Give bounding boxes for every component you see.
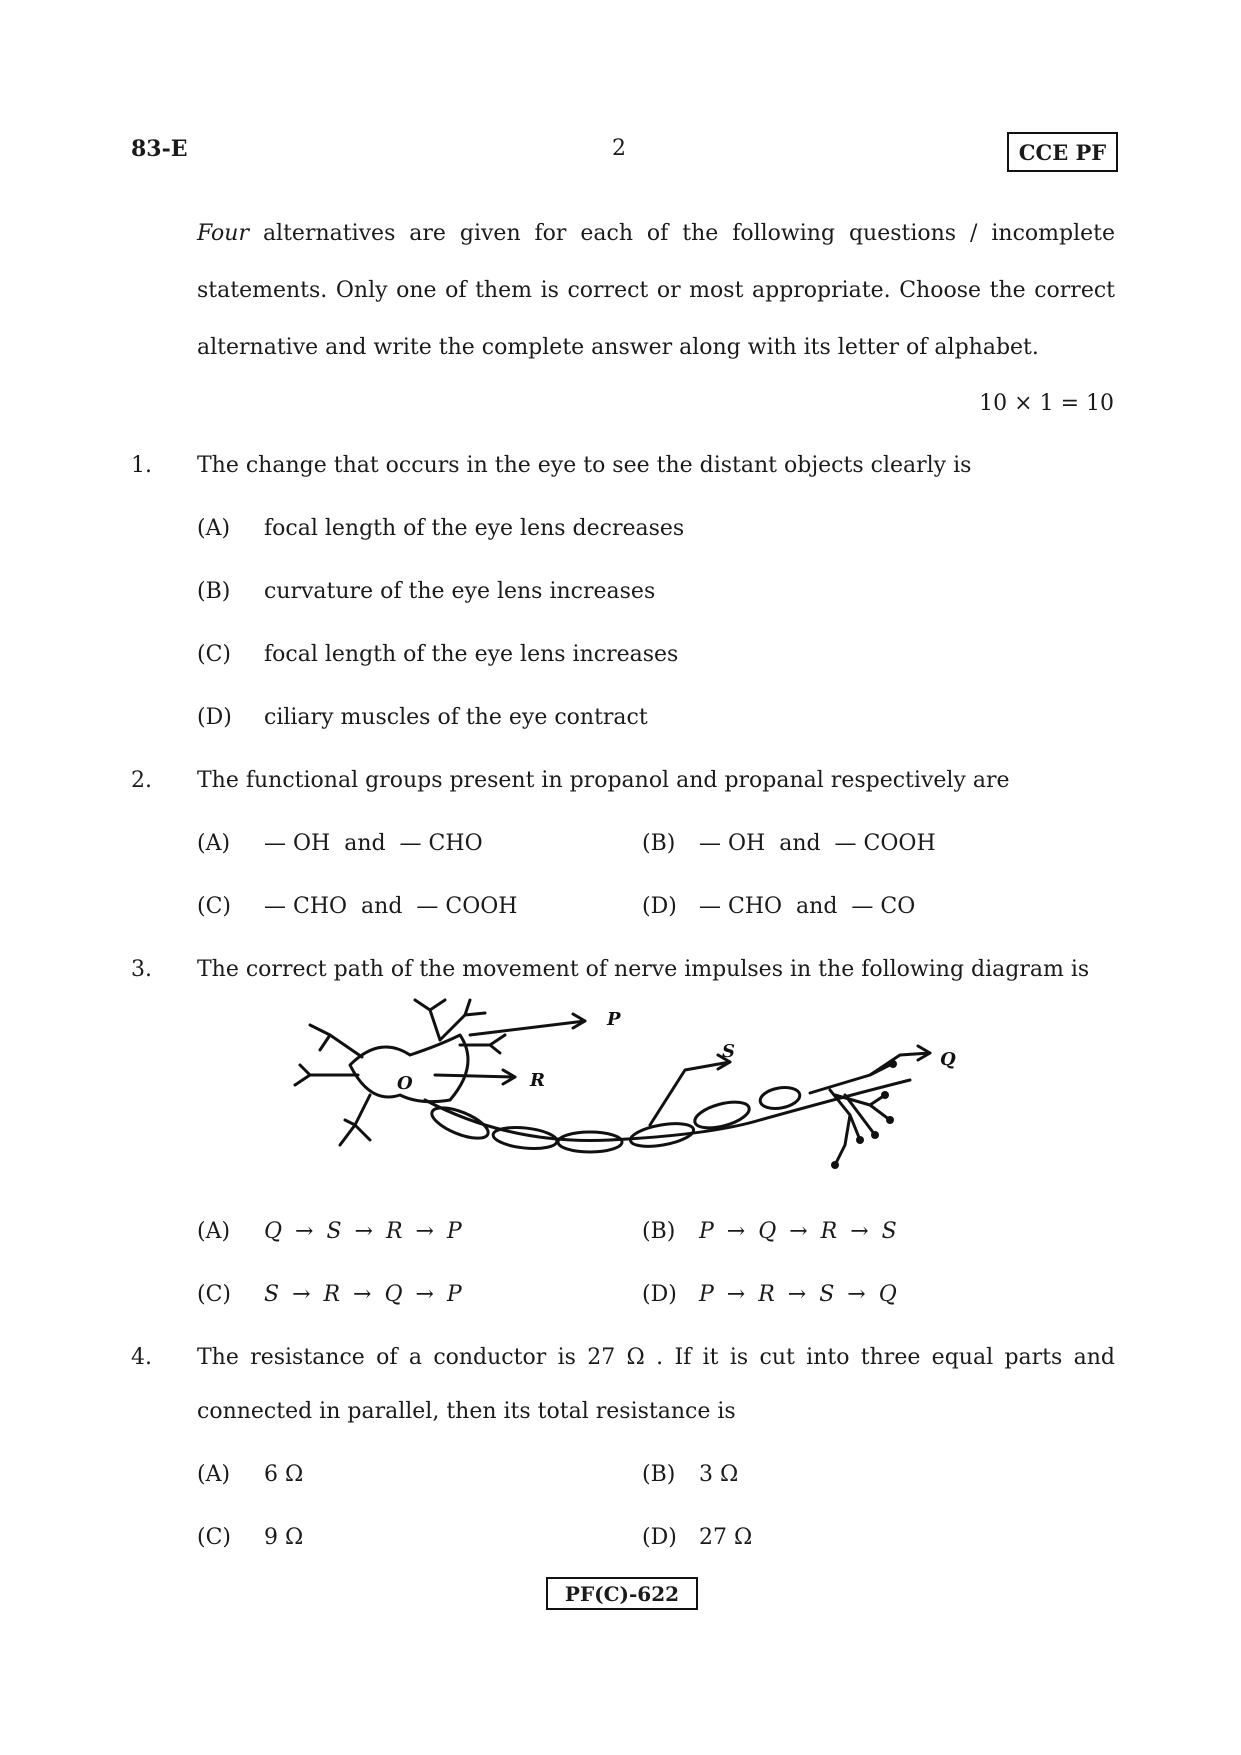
terminal-knob [889,1060,897,1068]
dendrite [490,1045,500,1053]
label-s: S [722,1041,735,1062]
q1-option-b-letter: (B) [197,579,231,604]
myelin-sheath [759,1085,802,1112]
q2-option-a-letter: (A) [197,831,231,856]
instructions-line-2: statements. Only one of them is correct or most appropriate. Choose the correct [197,278,1115,303]
q2-option-b-text: — OH and — COOH [699,831,936,856]
q4-option-c-letter: (C) [197,1525,231,1550]
paper-code: 83-E [131,136,188,162]
q4-option-c-text: 9 Ω [264,1525,304,1550]
footer-code-box [546,1577,698,1610]
instructions [197,205,1115,376]
q2-option-d-letter: (D) [642,894,677,919]
instructions-line-1 [197,205,1115,262]
label-r: R [530,1070,545,1091]
q2-option-c-letter: (C) [197,894,231,919]
q2-option-a-text: — OH and — CHO [264,831,483,856]
question-4-text-line-1: The resistance of a conductor is 27 Ω . If it is cut into three equal parts and [197,1345,1115,1370]
terminal-knob [886,1116,894,1124]
label-p: P [607,1009,621,1030]
question-2-number: 2. [131,768,152,793]
dendrite [345,1120,355,1125]
q3-option-b-text: P → Q → R → S [699,1219,897,1244]
myelin-sheath [428,1102,492,1145]
question-4-text-line-2: connected in parallel, then its total resistance is [197,1399,736,1424]
question-2-text: The functional groups present in propanol and propanal respectively are [197,768,1010,793]
axon-terminal [870,1065,890,1075]
q1-option-d-letter: (D) [197,705,232,730]
q1-option-d-text: ciliary muscles of the eye contract [264,705,648,730]
dendrite [465,1013,485,1015]
page-number: 2 [612,136,626,161]
dendrite [310,1025,362,1057]
q4-option-b-letter: (B) [642,1462,676,1487]
arrow-s-line [650,1062,730,1125]
axon-terminal [810,1053,930,1093]
q4-option-b-text: 3 Ω [699,1462,739,1487]
q3-option-c-text: S → R → Q → P [264,1282,462,1307]
terminal-knob [881,1091,889,1099]
label-o: O [397,1073,413,1094]
axon-terminal [850,1115,860,1140]
q2-option-c-text: — CHO and — COOH [264,894,518,919]
terminal-knob [871,1131,879,1139]
terminal-knob [856,1136,864,1144]
question-4-number: 4. [131,1345,152,1370]
dendrite [430,1000,445,1010]
q3-option-a-letter: (A) [197,1219,231,1244]
question-3-number: 3. [131,957,152,982]
neuron-diagram [290,995,970,1175]
q1-option-b-text: curvature of the eye lens increases [264,579,656,604]
arrow-r-line [435,1075,515,1077]
q1-option-c-text: focal length of the eye lens increases [264,642,679,667]
paper-tag-box [1007,132,1118,172]
q4-option-d-letter: (D) [642,1525,677,1550]
q3-option-d-text: P → R → S → Q [699,1282,897,1307]
q2-option-b-letter: (B) [642,831,676,856]
q1-option-a-letter: (A) [197,516,231,541]
q3-option-a-text: Q → S → R → P [264,1219,462,1244]
question-1-text: The change that occurs in the eye to see the distant objects clearly is [197,453,972,478]
dendrite [300,1065,310,1075]
dendrite [440,1000,470,1040]
q4-option-a-letter: (A) [197,1462,231,1487]
q4-option-d-text: 27 Ω [699,1525,753,1550]
q3-option-d-letter: (D) [642,1282,677,1307]
q1-option-a-text: focal length of the eye lens decreases [264,516,685,541]
dendrite [355,1125,370,1140]
arrow-p-line [470,1021,585,1035]
terminal-knob [831,1161,839,1169]
dendrite [295,1075,358,1085]
q1-option-c-letter: (C) [197,642,231,667]
question-3-text: The correct path of the movement of nerve impulses in the following diagram is [197,957,1090,982]
paper-tag: CCE PF [1018,139,1107,165]
instructions-lead-word: Four [197,221,249,246]
footer-code: PF(C)-622 [564,1581,680,1606]
myelin-sheath [692,1097,752,1133]
q2-option-d-text: — CHO and — CO [699,894,916,919]
dendrite [320,1035,330,1050]
label-q: Q [940,1049,956,1070]
dendrite [460,1035,505,1045]
instructions-line-1-rest: alternatives are given for each of the following questions / incomplete [262,221,1115,246]
q4-option-a-text: 6 Ω [264,1462,304,1487]
q3-option-b-letter: (B) [642,1219,676,1244]
instructions-line-3: alternative and write the complete answer along with its letter of alphabet. [197,335,1039,360]
q3-option-c-letter: (C) [197,1282,231,1307]
marks-allocation: 10 × 1 = 10 [979,391,1114,416]
question-1-number: 1. [131,453,152,478]
